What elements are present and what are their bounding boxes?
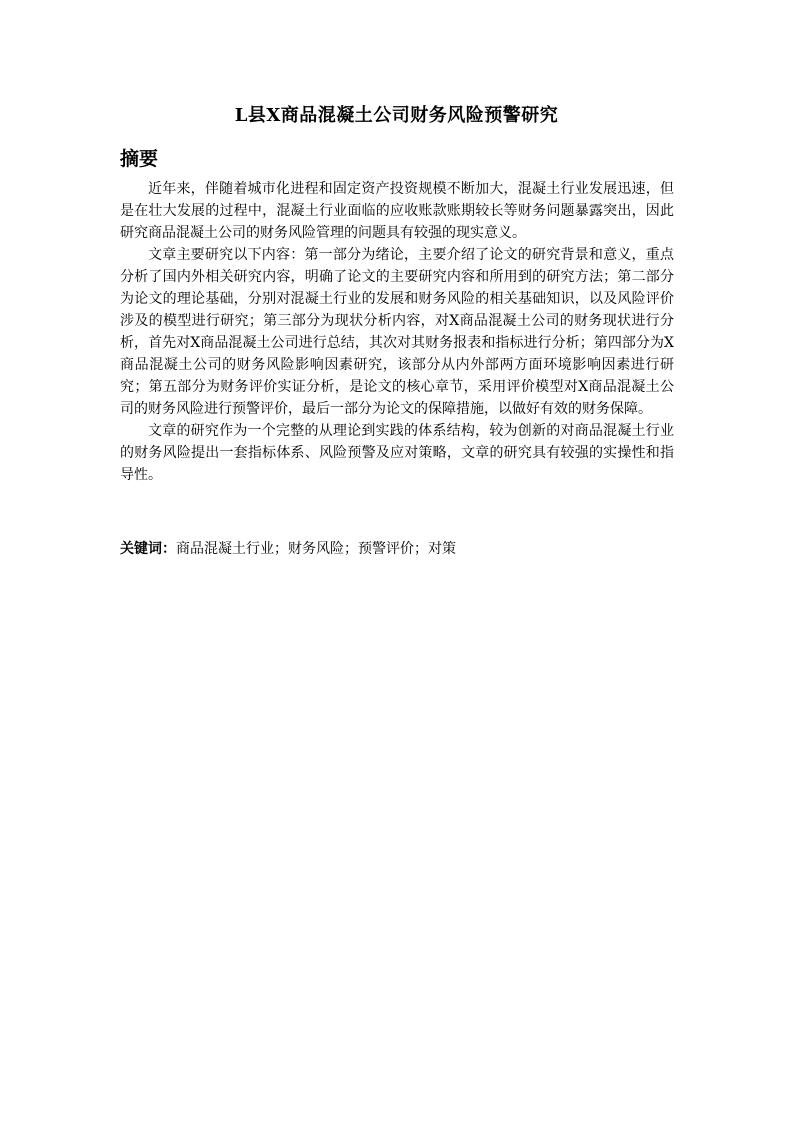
keywords-label: 关键词： [120,541,176,557]
paper-title: L县X商品混凝土公司财务风险预警研究 [234,105,559,126]
abstract-paragraph-1: 近年来，伴随着城市化进程和固定资产投资规模不断加大，混凝土行业发展迅速，但是在壮大发展的过程中，混凝土行业面临的应收账款账期较长等财务问题暴露突出，因此研究商品混凝土公司的财务风险管理的问题具有较强的现实意义。 [120,181,674,241]
keywords-text: 商品混凝土行业；财务风险；预警评价；对策 [176,541,456,557]
abstract-paragraph-2: 文章主要研究以下内容：第一部分为绪论，主要介绍了论文的研究背景和意义，重点分析了国内外相关研究内容，明确了论文的主要研究内容和所用到的研究方法；第二部分为论文的理论基础，分别对混凝土行业的发展和财务风险的相关基础知识，以及风险评价涉及的模型进行研究；第三部分为现状分析内容，对X商品混凝土公司的财务现状进行分析，首先对X商品混凝土公司进行总结，其次对其财务报表和指标进行分析；第四部分为X商品混凝土公司的财务风险影响因素研究，该部分从内外部两方面环境影响因素进行研究；第五部分为财务评价实证分析，是论文的核心章节，采用评价模型对X商品混凝土公司的财务风险进行预警评价，最后一部分为论文的保障措施，以做好有效的财务保障。 [120,247,674,417]
keywords-line [120,538,674,560]
abstract-paragraph-3: 文章的研究作为一个完整的从理论到实践的体系结构，较为创新的对商品混凝土行业的财务风险提出一套指标体系、风险预警及应对策略，文章的研究具有较强的实操性和指导性。 [120,423,674,483]
abstract-heading: 摘要 [120,148,159,170]
abstract-body [120,178,674,486]
